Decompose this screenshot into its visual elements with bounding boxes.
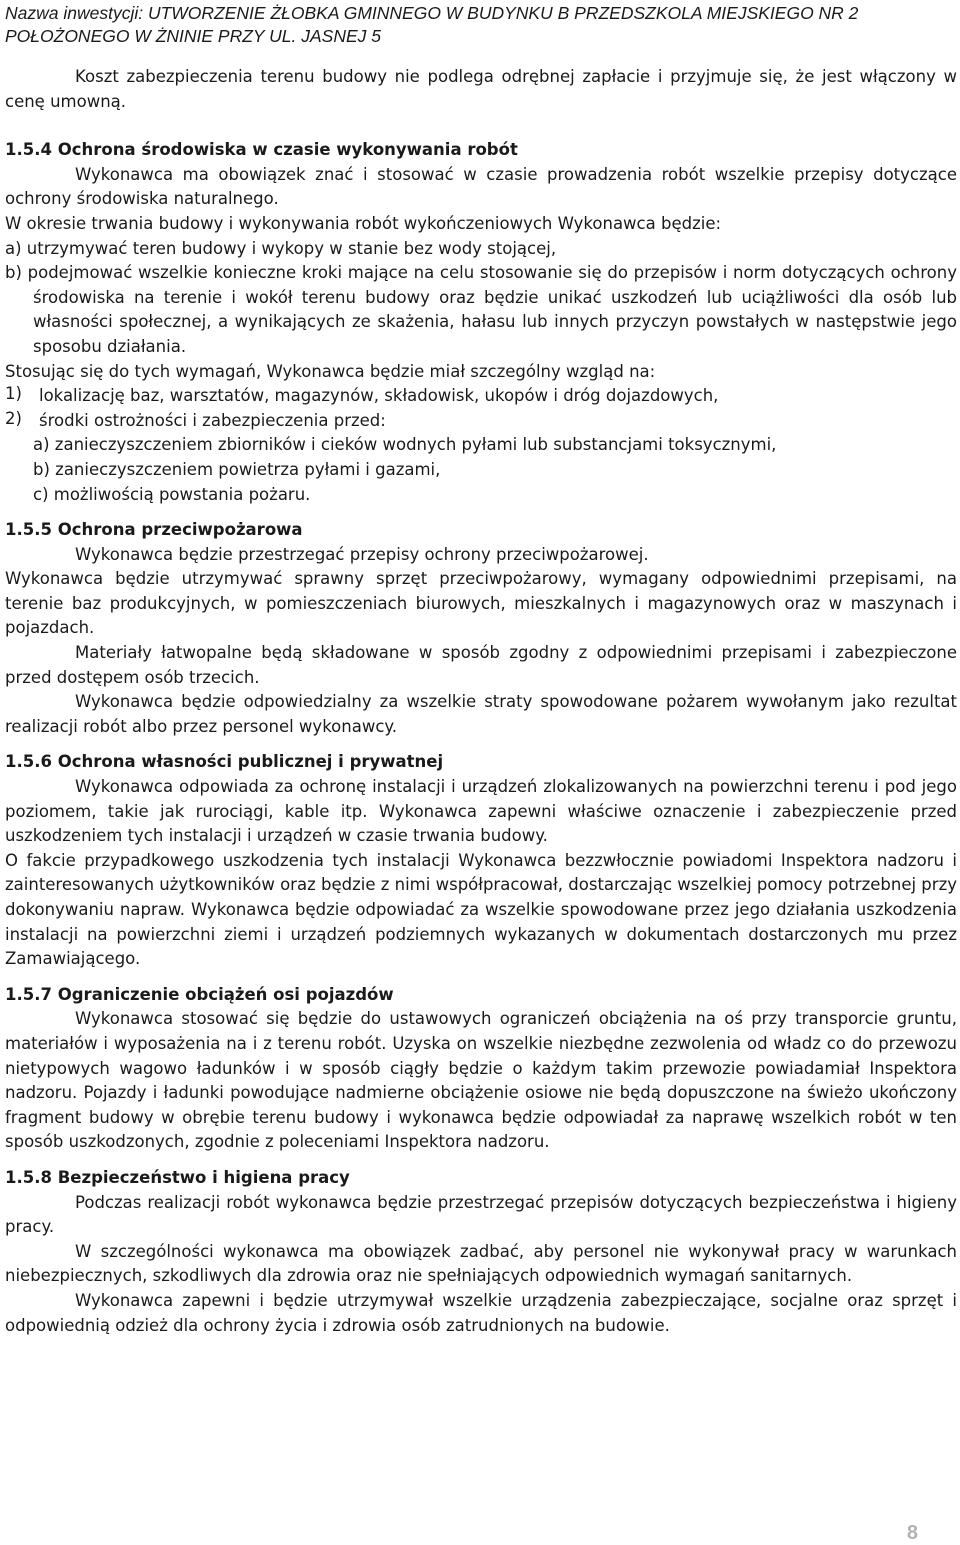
item-text: środki ostrożności i zabezpieczenia przed: (39, 410, 386, 430)
header-line-2: POŁOŻONEGO W ŻNINIE PRZY UL. JASNEJ 5 (5, 26, 381, 46)
paragraph: Wykonawca będzie utrzymywać sprawny sprzęt przeciwpożarowy, wymagany odpowiednimi przepisami, na terenie baz produkcyjnych, w pomieszczeniach biurowych, mieszkalnych i magazynowych oraz w maszynach i pojazdach. (5, 569, 957, 638)
paragraph: W szczególności wykonawca ma obowiązek zadbać, aby personel nie wykonywał pracy w warunkach niebezpiecznych, szkodliwych dla zdrowia oraz nie spełniających odpowiednich wymagań sanitarnych. (5, 1241, 957, 1286)
paragraph: Wykonawca będzie odpowiedzialny za wszelkie straty spowodowane pożarem wywołanym jako rezultat realizacji robót albo przez personel wykonawcy. (5, 692, 957, 736)
sub-list-item: a) zanieczyszczeniem zbiorników i cieków wodnych pyłami lub substancjami toksycznymi, (33, 435, 777, 455)
page-number: 8 (906, 1522, 918, 1544)
paragraph: Wykonawca ma obowiązek znać i stosować w czasie prowadzenia robót wszelkie przepisy dotyczące ochrony środowiska naturalnego. (5, 164, 957, 209)
list-item: a) utrzymywać teren budowy i wykopy w stanie bez wody stojącej, (5, 238, 557, 258)
paragraph: Podczas realizacji robót wykonawca będzie przestrzegać przepisów dotyczących bezpieczeństwa i higieny pracy. (5, 1192, 957, 1237)
numbered-item-1 (5, 384, 957, 409)
section-heading-1-5-5: 1.5.5 Ochrona przeciwpożarowa (5, 520, 303, 540)
sub-list-item: b) zanieczyszczeniem powietrza pyłami i gazami, (33, 459, 441, 479)
paragraph: Stosując się do tych wymagań, Wykonawca będzie miał szczególny wzgląd na: (5, 361, 656, 381)
section-heading-1-5-8: 1.5.8 Bezpieczeństwo i higiena pracy (5, 1167, 350, 1187)
section-heading-1-5-6: 1.5.6 Ochrona własności publicznej i prywatnej (5, 752, 444, 772)
document-header (5, 0, 957, 48)
numbered-item-2 (5, 409, 957, 434)
paragraph: Wykonawca odpowiada za ochronę instalacji i urządzeń zlokalizowanych na powierzchni terenu i pod jego poziomem, takie jak rurociągi, kable itp. Wykonawca zapewni właściwe oznaczenie i zabezpieczenie przed uszkodzeniem tych instalacji i urządzeń w czasie trwania budowy. (5, 777, 957, 846)
paragraph: Wykonawca będzie przestrzegać przepisy ochrony przeciwpożarowej. (75, 544, 649, 564)
paragraph: O fakcie przypadkowego uszkodzenia tych instalacji Wykonawca bezzwłocznie powiadomi Inspektora nadzoru i zainteresowanych użytkowników oraz będzie z nimi współpracował, dostarczając wszelkiej pomocy potrzebnej przy dokonywaniu napraw. Wykonawca będzie odpowiadać za wszelkie spowodowane przez jego działania uszkodzenia instalacji na powierzchni ziemi i urządzeń podziemnych wykazanych w dokumentach dostarczonych mu przez Zamawiającego. (5, 850, 957, 969)
item-text: lokalizację baz, warsztatów, magazynów, składowisk, ukopów i dróg dojazdowych, (39, 386, 719, 406)
section-heading-1-5-7: 1.5.7 Ograniczenie obciążeń osi pojazdów (5, 984, 394, 1004)
item-number: 1) (5, 384, 22, 404)
paragraph: Wykonawca zapewni i będzie utrzymywał wszelkie urządzenia zabezpieczające, socjalne oraz sprzęt i odpowiednią odzież dla ochrony życia i zdrowia osób zatrudnionych na budowie. (5, 1290, 957, 1335)
sub-list-item: c) możliwością powstania pożaru. (33, 484, 311, 504)
list-item: b) podejmować wszelkie konieczne kroki mające na celu stosowanie się do przepisów i norm dotyczących ochrony środowiska na terenie i wokół terenu budowy oraz będzie unikać uszkodzeń lub uciążliwości dla osób lub własności społecznej, a wynikających ze skażenia, hałasu lub innych przyczyn powstałych w następstwie jego sposobu działania. (5, 263, 957, 356)
header-line-1: Nazwa inwestycji: UTWORZENIE ŻŁOBKA GMINNEGO W BUDYNKU B PRZEDSZKOLA MIEJSKIEGO NR 2 (5, 3, 859, 23)
intro-paragraph: Koszt zabezpieczenia terenu budowy nie podlega odrębnej zapłacie i przyjmuje się, że jest włączony w cenę umowną. (5, 67, 957, 111)
document-page (5, 0, 957, 1338)
paragraph: W okresie trwania budowy i wykonywania robót wykończeniowych Wykonawca będzie: (5, 213, 722, 233)
paragraph: Materiały łatwopalne będą składowane w sposób zgodny z odpowiednimi przepisami i zabezpieczone przed dostępem osób trzecich. (5, 643, 957, 687)
item-number: 2) (5, 408, 22, 428)
section-heading-1-5-4: 1.5.4 Ochrona środowiska w czasie wykonywania robót (5, 140, 518, 160)
paragraph: Wykonawca stosować się będzie do ustawowych ograniczeń obciążenia na oś przy transporcie gruntu, materiałów i wyposażenia na i z terenu robót. Uzyska on wszelkie niezbędne zezwolenia od władz co do przewozu nietypowych wagowo ładunków i w sposób ciągły będzie o każdym takim przewozie powiadamiał Inspektora nadzoru. Pojazdy i ładunki powodujące nadmierne obciążenie osiowe nie będą dopuszczone na świeżo ukończony fragment budowy w obrębie terenu budowy i wykonawca będzie odpowiadał za naprawę wszelkich robót w ten sposób uszkodzonych, zgodnie z poleceniami Inspektora nadzoru. (5, 1009, 957, 1152)
